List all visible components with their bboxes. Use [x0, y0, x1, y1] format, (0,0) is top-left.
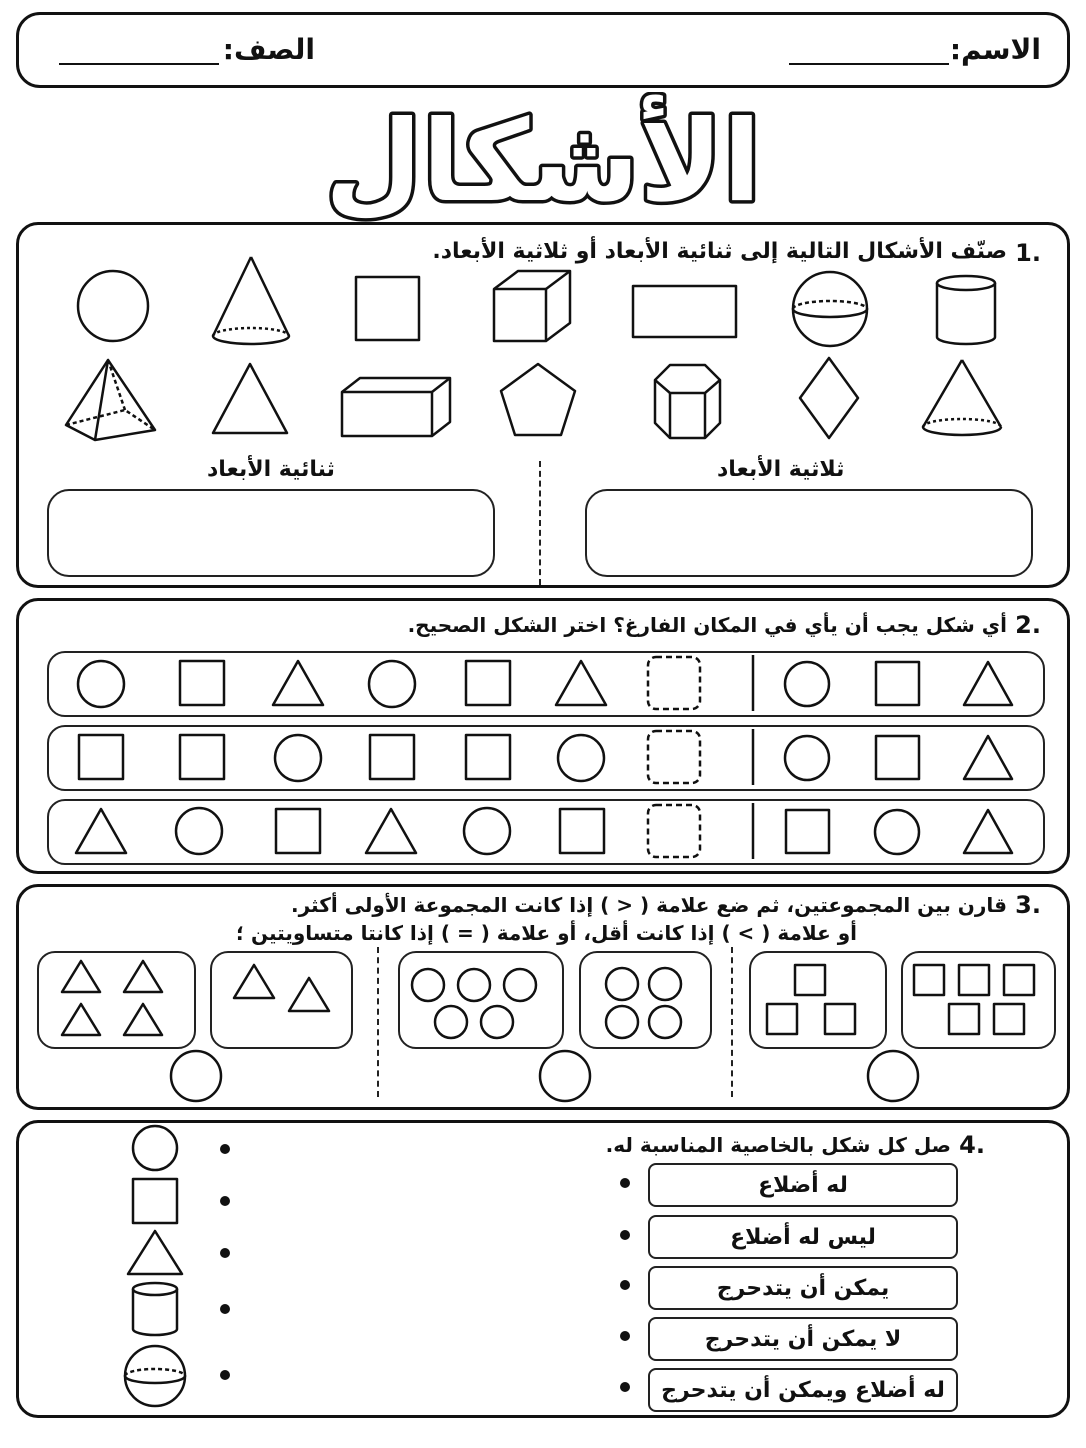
- page-title: الأشكال: [324, 97, 762, 222]
- connect-dot[interactable]: [220, 1304, 230, 1314]
- connect-dot[interactable]: [220, 1144, 230, 1154]
- name-label: الاسم:: [949, 33, 1041, 66]
- connect-dot[interactable]: [620, 1230, 630, 1240]
- connect-dot[interactable]: [620, 1331, 630, 1341]
- property-label: لا يمكن أن يتدحرج: [704, 1326, 902, 1352]
- q4-number: .4: [959, 1131, 985, 1159]
- circle-icon: [133, 1126, 177, 1170]
- sphere-icon: [125, 1346, 185, 1406]
- connect-dot[interactable]: [220, 1370, 230, 1380]
- triangle-icon: [128, 1231, 182, 1274]
- property-label: له أضلاع: [758, 1172, 848, 1198]
- q1-number: .1: [1015, 239, 1041, 267]
- connect-dot[interactable]: [220, 1196, 230, 1206]
- cylinder-icon: [133, 1283, 177, 1335]
- q4-prompt: صل كل شكل بالخاصية المناسبة له.: [605, 1133, 951, 1157]
- q2-prompt: أي شكل يجب أن يأي في المكان الفارغ؟ اختر الشكل الصحيح.: [407, 613, 1007, 637]
- label-3d: ثلاثية الأبعاد: [717, 457, 845, 482]
- square-icon: [133, 1179, 177, 1223]
- connect-dot[interactable]: [620, 1178, 630, 1188]
- connect-dot[interactable]: [220, 1248, 230, 1258]
- property-label: يمكن أن يتدحرج: [716, 1275, 890, 1301]
- class-label: الصف:: [222, 33, 315, 66]
- q3-prompt-line1: قارن بين المجموعتين، ثم ضع علامة ( < ) إذا كانت المجموعة الأولى أكثر.: [290, 893, 1007, 917]
- property-label: ليس له أضلاع: [730, 1224, 876, 1250]
- label-2d: ثنائية الأبعاد: [207, 457, 335, 482]
- connect-dot[interactable]: [620, 1280, 630, 1290]
- q3-prompt-line2: أو علامة ( > ) إذا كانت أقل، أو علامة ( = ) إذا كانتا متساويتين ؛: [236, 921, 857, 945]
- connect-dot[interactable]: [620, 1382, 630, 1392]
- q3-number: .3: [1015, 891, 1041, 919]
- property-label: له أضلاع ويمكن أن يتدحرج: [661, 1377, 945, 1403]
- q2-number: .2: [1015, 611, 1041, 639]
- q1-prompt: صنّف الأشكال التالية إلى ثنائية الأبعاد أو ثلاثية الأبعاد.: [432, 239, 1007, 264]
